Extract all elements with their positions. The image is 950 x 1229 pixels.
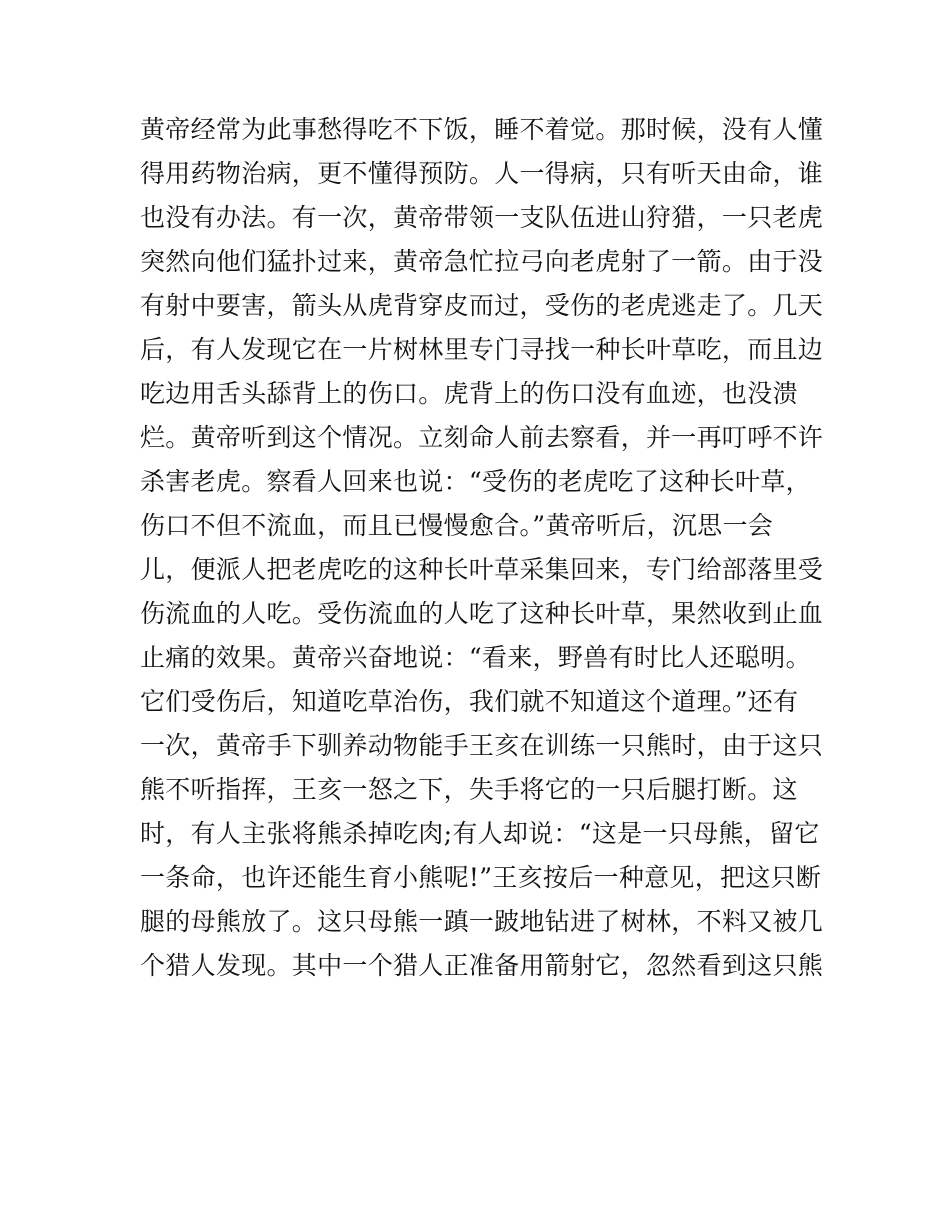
text-line: 烂。黄帝听到这个情况。立刻命人前去察看，并一再叮呼不许 bbox=[140, 423, 824, 452]
text-line: 腿的母熊放了。这只母熊一蹎一跛地钻进了树林，不料又被几 bbox=[140, 907, 824, 936]
text-line: 也没有办法。有一次，黄帝带领一支队伍进山狩猎，一只老虎 bbox=[140, 203, 824, 232]
text-line: 一次，黄帝手下驯养动物能手王亥在训练一只熊时，由于这只 bbox=[140, 731, 824, 760]
text-line: 个猎人发现。其中一个猎人正准备用箭射它，忽然看到这只熊 bbox=[140, 951, 824, 980]
text-line: 时，有人主张将熊杀掉吃肉;有人却说：“这是一只母熊，留它 bbox=[140, 819, 820, 848]
text-line: 它们受伤后，知道吃草治伤，我们就不知道这个道理。”还有 bbox=[140, 687, 799, 716]
text-line: 止痛的效果。黄帝兴奋地说：“看来，野兽有时比人还聪明。 bbox=[140, 643, 811, 672]
body-paragraph bbox=[140, 108, 824, 988]
text-line: 熊不听指挥，王亥一怒之下，失手将它的一只后腿打断。这 bbox=[140, 775, 798, 804]
text-line: 突然向他们猛扑过来，黄帝急忙拉弓向老虎射了一箭。由于没 bbox=[140, 247, 824, 276]
text-line: 伤流血的人吃。受伤流血的人吃了这种长叶草，果然收到止血 bbox=[140, 599, 824, 628]
text-line: 伤口不但不流血，而且已慢慢愈合。”黄帝听后，沉思一会 bbox=[140, 511, 774, 540]
text-line: 杀害老虎。察看人回来也说：“受伤的老虎吃了这种长叶草， bbox=[140, 467, 811, 496]
text-line: 黄帝经常为此事愁得吃不下饭，睡不着觉。那时候，没有人懂 bbox=[140, 115, 824, 144]
text-line: 有射中要害，箭头从虎背穿皮而过，受伤的老虎逃走了。几天 bbox=[140, 291, 824, 320]
text-line: 得用药物治病，更不懂得预防。人一得病，只有听天由命，谁 bbox=[140, 159, 824, 188]
text-line: 吃边用舌头舔背上的伤口。虎背上的伤口没有血迹，也没溃 bbox=[140, 379, 798, 408]
text-line: 后，有人发现它在一片树林里专门寻找一种长叶草吃，而且边 bbox=[140, 335, 824, 364]
text-line: 一条命，也许还能生育小熊呢!”王亥按后一种意见，把这只断 bbox=[140, 863, 822, 892]
text-line: 儿，便派人把老虎吃的这种长叶草采集回来，专门给部落里受 bbox=[140, 555, 824, 584]
